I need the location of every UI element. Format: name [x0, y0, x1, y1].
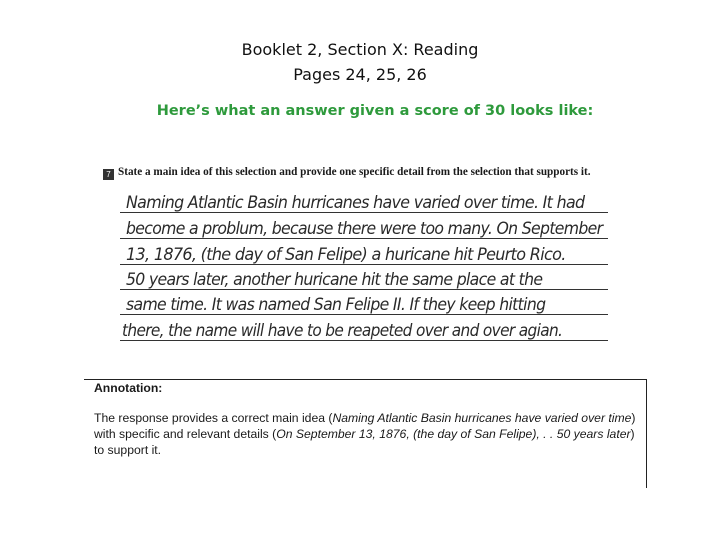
answer-line: Naming Atlantic Basin hurricanes have varied over time. It had	[126, 193, 585, 212]
answer-rule	[120, 314, 608, 315]
page-title	[0, 37, 720, 87]
answer-line: there, the name will have to be reapeted over and over agian.	[122, 321, 563, 340]
answer-line: become a problum, because there were too many. On September	[126, 219, 603, 238]
annotation-box	[84, 379, 647, 488]
answer-line: 50 years later, another huricane hit the same place at the	[126, 270, 543, 289]
annotation-label: Annotation:	[94, 381, 163, 395]
question-prompt: State a main idea of this selection and provide one specific detail from the selection that supports it.	[118, 166, 591, 178]
answer-rule	[120, 340, 608, 341]
annotation-part: The response provides a correct main idea (	[94, 411, 333, 425]
annotation-part: ) with specific and relevant details (	[94, 411, 636, 441]
answer-rule	[120, 212, 608, 213]
answer-rule	[120, 289, 608, 290]
title-line-2: Pages 24, 25, 26	[293, 65, 427, 84]
scanned-answer	[98, 160, 644, 370]
annotation-text	[94, 410, 639, 458]
answer-rule	[120, 238, 608, 239]
annotation-quote: Naming Atlantic Basin hurricanes have varied over time	[332, 411, 632, 425]
question-number: 7	[103, 169, 114, 180]
answer-line: 13, 1876, (the day of San Felipe) a huricane hit Peurto Rico.	[126, 245, 566, 264]
title-line-1: Booklet 2, Section X: Reading	[241, 40, 479, 59]
answer-line: same time. It was named San Felipe II. If they keep hitting	[126, 295, 546, 314]
annotation-quote: On September 13, 1876, (the day of San Felipe), . . 50 years later	[276, 427, 631, 441]
annotation-part: ) to support it.	[94, 427, 635, 457]
score-subtitle: Here’s what an answer given a score of 30 looks like:	[156, 103, 594, 119]
answer-rule	[120, 264, 608, 265]
